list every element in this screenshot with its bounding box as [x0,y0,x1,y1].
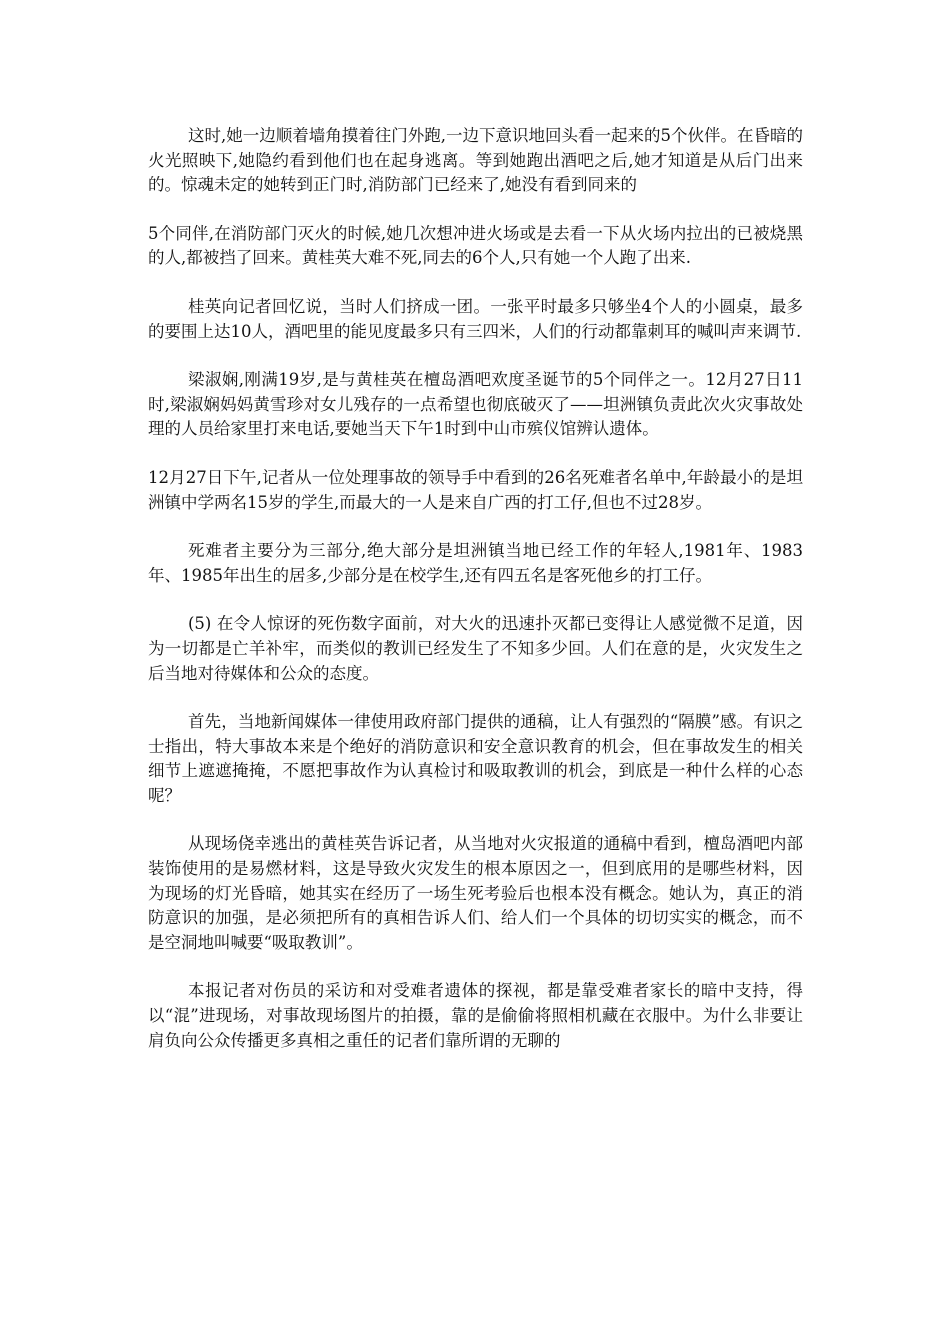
paragraph-victim-list: 12月27日下午,记者从一位处理事故的领导手中看到的26名死难者名单中,年龄最小的是坦洲镇中学两名15岁的学生,而最大的一人是来自广西的打工仔,但也不过28岁。 [148,467,803,512]
paragraph-victim-groups: 死难者主要分为三部分,绝大部分是坦洲镇当地已经工作的年轻人,1981年、1983年、1985年出生的居多,少部分是在校学生,还有四五名是客死他乡的打工仔。 [148,541,803,585]
paragraph-section-5: (5) 在令人惊讶的死伤数字面前，对大火的迅速扑灭都已变得让人感觉微不足道，因为一切都是亡羊补牢，而类似的教训已经发生了不知多少回。人们在意的是，火灾发生之后当地对待媒体和公众的态度。 [148,614,803,683]
paragraph-five-companions: 5个同伴,在消防部门灭火的时候,她几次想冲进火场或是去看一下从火场内拉出的已被烧黑的人,都被挡了回来。黄桂英大难不死,同去的6个人,只有她一个人跑了出来. [148,223,803,268]
paragraph-media-coverage: 首先，当地新闻媒体一律使用政府部门提供的通稿，让人有强烈的“隔膜”感。有识之士指出，特大事故本来是个绝好的消防意识和安全意识教育的机会，但在事故发生的相关细节上遮遮掩掩，不愿把事故作为认真检讨和吸取教训的机会，到底是一种什么样的心态呢？ [148,712,803,805]
paragraph-guiying-recollection: 桂英向记者回忆说，当时人们挤成一团。一张平时最多只够坐4个人的小圆桌，最多的要围上达10人，酒吧里的能见度最多只有三四米，人们的行动都靠刺耳的喊叫声来调节. [148,296,803,341]
paragraph-liang-shuxian: 梁淑娴,刚满19岁,是与黄桂英在檀岛酒吧欢度圣诞节的5个同伴之一。12月27日11时,梁淑娴妈妈黄雪珍对女儿残存的一点希望也彻底破灭了——坦洲镇负责此次火灾事故处理的人员给家里打来电话,要她当天下午1时到中山市殡仪馆辨认遗体。 [148,370,803,439]
document-page [148,124,803,1053]
paragraph-fire-awareness: 从现场侥幸逃出的黄桂英告诉记者，从当地对火灾报道的通稿中看到，檀岛酒吧内部装饰使用的是易燃材料，这是导致火灾发生的根本原因之一，但到底用的是哪些材料，因为现场的灯光昏暗，她其实在经历了一场生死考验后也根本没有概念。她认为，真正的消防意识的加强，是必须把所有的真相告诉人们、给人们一个具体的切切实实的概念，而不是空洞地叫喊要“吸取教训”。 [148,834,803,952]
paragraph-reporter-access: 本报记者对伤员的采访和对受难者遗体的探视，都是靠受难者家长的暗中支持，得以“混”进现场，对事故现场图片的拍摄，靠的是偷偷将照相机藏在衣服中。为什么非要让肩负向公众传播更多真相之重任的记者们靠所谓的无聊的 [148,981,803,1050]
paragraph-escape-back-door: 这时,她一边顺着墙角摸着往门外跑,一边下意识地回头看一起来的5个伙伴。在昏暗的火光照映下,她隐约看到他们也在起身逃离。等到她跑出酒吧之后,她才知道是从后门出来的。惊魂未定的她转到正门时,消防部门已经来了,她没有看到同来的 [148,126,803,195]
